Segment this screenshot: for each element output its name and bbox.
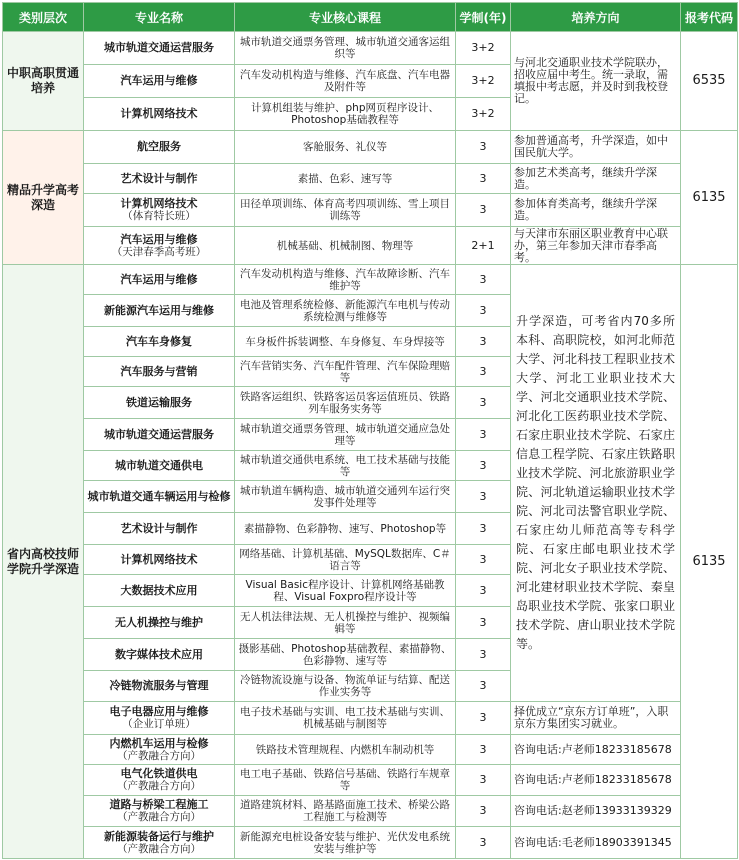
program-table-body [3,32,738,859]
table-row [3,227,738,265]
header-courses: 专业核心课程 [235,3,456,32]
direction-cell: 咨询电话:赵老师13933139329 [511,796,681,827]
course-cell: 摄影基础、Photoshop基础教程、素描静物、色彩静物、速写等 [235,639,456,671]
years-cell: 3 [456,796,511,827]
course-cell: 道路建筑材料、路基路面施工技术、桥梁公路工程施工与检测等 [235,796,456,827]
major-cell [84,451,235,481]
major-name: 汽车运用与维修 [120,272,198,286]
years-cell: 3 [456,639,511,671]
years-cell: 3 [456,607,511,639]
major-name: 大数据技术应用 [120,583,198,597]
table-row [3,32,738,65]
course-cell: 客舱服务、礼仪等 [235,131,456,164]
years-cell: 3 [456,765,511,796]
major-subtitle: （体育特长班） [122,210,196,222]
major-subtitle: （企业订单班） [122,718,196,730]
table-row [3,164,738,194]
major-name: 电子电器应用与维修 [109,705,209,718]
table-row [3,131,738,164]
major-cell [84,765,235,796]
category-cell: 省内高校技师学院升学深造 [3,265,84,859]
major-cell [84,164,235,194]
header-major: 专业名称 [84,3,235,32]
major-name: 艺术设计与制作 [120,521,198,535]
major-name: 城市轨道交通运营服务 [104,41,214,54]
years-cell: 3 [456,387,511,419]
direction-cell: 参加艺术类高考，继续升学深造。 [511,164,681,194]
years-cell: 3 [456,357,511,387]
years-cell: 3 [456,827,511,859]
major-cell [84,265,235,295]
major-name: 城市轨道交通运营服务 [104,427,214,441]
major-cell [84,607,235,639]
header-row [3,3,738,32]
course-cell: 新能源充电桩设备安装与维护、光伏发电系统安装与维护等 [235,827,456,859]
major-cell [84,702,235,735]
major-cell [84,575,235,607]
course-cell: 电工电子基础、铁路信号基础、铁路行车规章等 [235,765,456,796]
major-cell [84,419,235,451]
years-cell: 3 [456,575,511,607]
course-cell: 汽车营销实务、汽车配件管理、汽车保险理赔等 [235,357,456,387]
years-cell: 3 [456,164,511,194]
major-name: 无人机操控与维护 [115,615,203,629]
course-cell: 冷链物流设施与设备、物流单证与结算、配送作业实务等 [235,671,456,702]
years-cell: 3 [456,702,511,735]
direction-cell: 咨询电话:卢老师18233185678 [511,735,681,765]
major-cell [84,65,235,98]
years-cell: 3 [456,513,511,545]
major-cell [84,32,235,65]
major-name: 电气化铁道供电 [120,767,198,780]
category-cell: 精品升学高考深造 [3,131,84,265]
years-cell: 3 [456,295,511,327]
course-cell: 机械基础、机械制图、物理等 [235,227,456,265]
course-cell: 铁路技术管理规程、内燃机车制动机等 [235,735,456,765]
major-cell [84,387,235,419]
years-cell: 3 [456,419,511,451]
course-cell: 计算机组装与维护、php网页程序设计、Photoshop基础教程等 [235,98,456,131]
major-name: 汽车服务与营销 [120,364,198,378]
major-name: 城市轨道交通供电 [115,458,203,472]
major-subtitle: （产教融合方向） [117,811,201,823]
major-name: 计算机网络技术 [120,107,198,120]
major-name: 航空服务 [137,140,181,153]
major-cell [84,295,235,327]
direction-cell: 择优成立“京东方订单班”，入职京东方集团实习就业。 [511,702,681,735]
direction-cell: 咨询电话:毛老师18903391345 [511,827,681,859]
table-row [3,765,738,796]
major-cell [84,357,235,387]
years-cell: 3 [456,194,511,227]
table-row [3,827,738,859]
major-cell [84,513,235,545]
major-name: 计算机网络技术 [120,552,198,566]
header-years: 学制(年) [456,3,511,32]
years-cell: 3 [456,735,511,765]
direction-cell: 与天津市东丽区职业教育中心联办，第三年参加天津市春季高考。 [511,227,681,265]
course-cell: 无人机法律法规、无人机操控与维护、视频编辑等 [235,607,456,639]
major-name: 内燃机车运用与检修 [109,736,209,750]
years-cell: 3+2 [456,65,511,98]
major-name: 汽车车身修复 [126,334,192,348]
years-cell: 3 [456,265,511,295]
table-row [3,194,738,227]
major-name: 汽车运用与维修 [120,232,198,246]
table-row [3,265,738,295]
major-cell [84,735,235,765]
course-cell: 车身板件拆装调整、车身修复、车身焊接等 [235,327,456,357]
years-cell: 3 [456,481,511,513]
major-cell [84,796,235,827]
course-cell: 城市轨道交通票务管理、城市轨道交通应急处理等 [235,419,456,451]
major-name: 计算机网络技术 [120,197,198,210]
years-cell: 3 [456,327,511,357]
course-cell: 汽车发动机构造与维修、汽车故障诊断、汽车维护等 [235,265,456,295]
major-name: 新能源装备运行与维护 [104,829,214,843]
major-cell [84,671,235,702]
table-row [3,796,738,827]
course-cell: 素描静物、色彩静物、速写、Photoshop等 [235,513,456,545]
years-cell: 3+2 [456,98,511,131]
years-cell: 3 [456,451,511,481]
major-cell [84,639,235,671]
direction-cell: 与河北交通职业技术学院联办，招收应届中考生。统一录取，需填报中考志愿，并及时到我校登记。 [511,32,681,131]
course-cell: 电池及管理系统检修、新能源汽车电机与传动系统检测与维修等 [235,295,456,327]
course-cell: Visual Basic程序设计、计算机网络基础教程、Visual Foxpro程序设计等 [235,575,456,607]
major-name: 冷链物流服务与管理 [109,679,209,692]
major-name: 数字媒体技术应用 [115,647,203,661]
major-cell [84,545,235,575]
course-cell: 铁路客运组织、铁路客运员客运值班员、铁路列车服务实务等 [235,387,456,419]
major-cell [84,194,235,227]
course-cell: 电子技术基础与实训、电工技术基础与实训、机械基础与制图等 [235,702,456,735]
direction-cell: 咨询电话:卢老师18233185678 [511,765,681,796]
major-name: 汽车运用与维修 [120,74,198,87]
years-cell: 2+1 [456,227,511,265]
course-cell: 城市轨道交通票务管理、城市轨道交通客运组织等 [235,32,456,65]
code-cell: 6135 [681,131,738,265]
major-name: 艺术设计与制作 [120,171,198,185]
direction-cell: 参加体育类高考，继续升学深造。 [511,194,681,227]
course-cell: 汽车发动机构造与维修、汽车底盘、汽车电器及附件等 [235,65,456,98]
code-cell: 6535 [681,32,738,131]
major-name: 城市轨道交通车辆运用与检修 [87,489,231,503]
header-code: 报考代码 [681,3,738,32]
course-cell: 素描、色彩、速写等 [235,164,456,194]
major-cell [84,131,235,164]
table-row [3,702,738,735]
header-category: 类别层次 [3,3,84,32]
major-name: 新能源汽车运用与维修 [104,303,214,317]
major-name: 道路与桥梁工程施工 [109,798,209,811]
years-cell: 3 [456,545,511,575]
major-cell [84,227,235,265]
major-subtitle: （产教融合方向） [117,749,201,762]
category-cell: 中职高职贯通培养 [3,32,84,131]
major-subtitle: （天津春季高考班） [111,245,207,258]
years-cell: 3 [456,131,511,164]
course-cell: 网络基础、计算机基础、MySQL数据库、C＃语言等 [235,545,456,575]
major-cell [84,327,235,357]
years-cell: 3 [456,671,511,702]
code-cell: 6135 [681,265,738,859]
major-subtitle: （产教融合方向） [117,780,201,792]
major-cell [84,481,235,513]
table-row [3,735,738,765]
course-cell: 城市轨道车辆构造、城市轨道交通列车运行突发事件处理等 [235,481,456,513]
major-cell [84,98,235,131]
direction-cell: 参加普通高考，升学深造，如中国民航大学。 [511,131,681,164]
years-cell: 3+2 [456,32,511,65]
course-cell: 城市轨道交通供电系统、电工技术基础与技能等 [235,451,456,481]
major-cell [84,827,235,859]
major-name: 铁道运输服务 [126,395,192,409]
header-direction: 培养方向 [511,3,681,32]
program-table [2,2,738,859]
course-cell: 田径单项训练、体育高考四项训练、雪上项目训练等 [235,194,456,227]
direction-cell: 升学深造，可考省内70多所本科、高职院校，如河北师范大学、河北科技工程职业技术大学、河北工业职业技术大学、河北交通职业技术学院、河北化工医药职业技术学院、石家庄职业技术学院、石家庄信息工程学院、石家庄铁路职业技术学院、河北旅游职业学院、河北轨道运输职业技术学院、河北司法警官职业学院、石家庄幼儿师范高等专科学院、石家庄邮电职业技术学院、河北女子职业技术学院、河北建材职业技术学院、秦皇岛职业技术学院、张家口职业技术学院、唐山职业技术学院等。 [511,265,681,702]
major-subtitle: （产教融合方向） [117,842,201,855]
